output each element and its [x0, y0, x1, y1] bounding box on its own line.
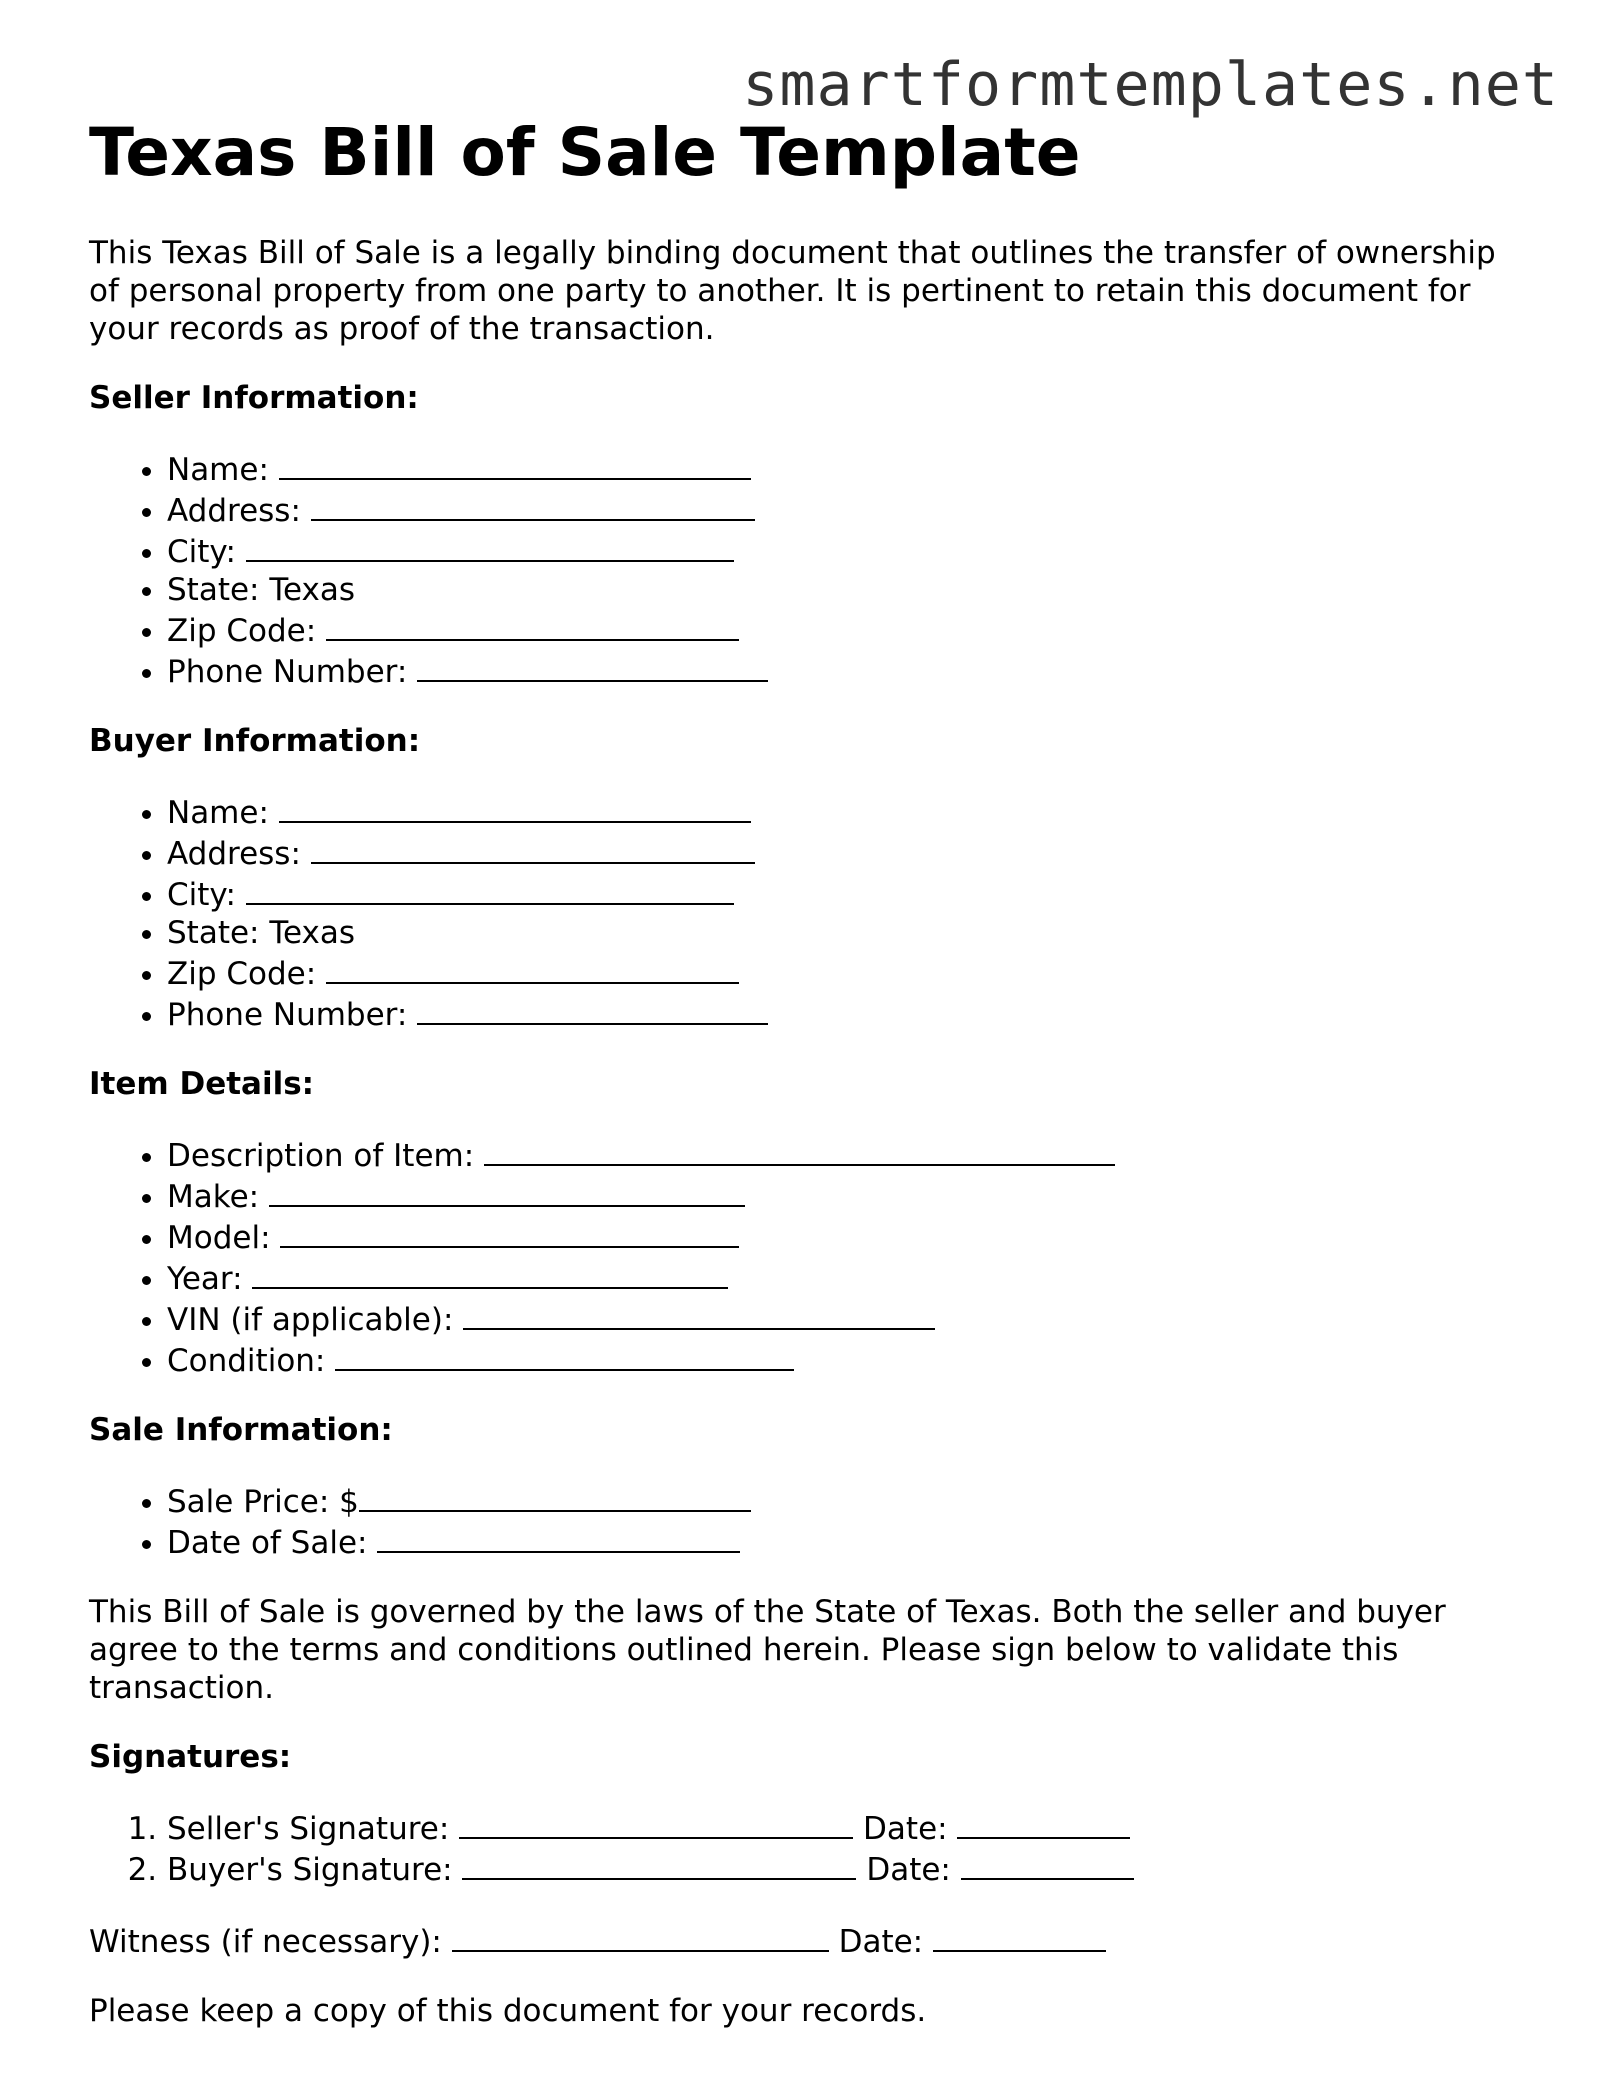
item-condition-item [167, 1339, 1529, 1380]
seller-zip-field[interactable] [326, 609, 739, 641]
buyer-fields [89, 791, 1529, 1034]
item-heading: Item Details: [89, 1066, 315, 1102]
sale-fields [89, 1480, 1529, 1562]
closing-note: Please keep a copy of this document for your records. [89, 1993, 927, 2029]
sale-date-label: Date of Sale: [167, 1525, 368, 1561]
seller-phone-label: Phone Number: [167, 654, 408, 690]
seller-name-label: Name: [167, 452, 269, 488]
item-year-label: Year: [167, 1261, 243, 1297]
seller-phone-field[interactable] [417, 650, 768, 682]
buyer-city-field[interactable] [246, 873, 734, 905]
watermark: smartformtemplates.net [742, 50, 1559, 120]
buyer-name-field[interactable] [279, 791, 751, 823]
item-year-item [167, 1257, 1529, 1298]
item-fields [89, 1134, 1529, 1380]
signatures-heading: Signatures: [89, 1739, 292, 1775]
document [89, 110, 1529, 2030]
buyer-signature-label: Buyer's Signature: [167, 1852, 453, 1888]
buyer-name-item [167, 791, 1529, 832]
buyer-name-label: Name: [167, 795, 269, 831]
witness-line [89, 1920, 1529, 1961]
buyer-state-label: State: Texas [167, 915, 356, 951]
sale-price-label: Sale Price: $ [167, 1484, 359, 1520]
seller-zip-label: Zip Code: [167, 613, 317, 649]
witness-label: Witness (if necessary): [89, 1924, 442, 1960]
buyer-address-field[interactable] [311, 832, 755, 864]
seller-signature-item [167, 1807, 1529, 1848]
witness-date-field[interactable] [933, 1920, 1106, 1952]
seller-city-item [167, 530, 1529, 571]
item-model-field[interactable] [280, 1216, 739, 1248]
buyer-address-label: Address: [167, 836, 301, 872]
sale-price-field[interactable] [359, 1480, 751, 1512]
seller-signature-date-label: Date: [863, 1811, 948, 1847]
seller-name-field[interactable] [279, 448, 751, 480]
buyer-zip-field[interactable] [326, 952, 739, 984]
buyer-zip-label: Zip Code: [167, 956, 317, 992]
buyer-city-item [167, 873, 1529, 914]
buyer-signature-field[interactable] [462, 1848, 856, 1880]
seller-zip-item [167, 609, 1529, 650]
seller-address-label: Address: [167, 493, 301, 529]
document-title: Texas Bill of Sale Template [89, 114, 1081, 191]
item-year-field[interactable] [252, 1257, 728, 1289]
buyer-signature-date-field[interactable] [961, 1848, 1134, 1880]
buyer-phone-item [167, 993, 1529, 1034]
item-model-item [167, 1216, 1529, 1257]
item-model-label: Model: [167, 1220, 271, 1256]
intro-paragraph: This Texas Bill of Sale is a legally binding document that outlines the transfer of ownership of personal property from one party to another. It is pertinent to retain this document for your records as proof of the transaction. [89, 235, 1496, 347]
buyer-signature-item [167, 1848, 1529, 1889]
item-make-field[interactable] [269, 1175, 745, 1207]
item-vin-item [167, 1298, 1529, 1339]
signature-list [89, 1807, 1529, 1889]
seller-state-label: State: Texas [167, 572, 356, 608]
item-vin-label: VIN (if applicable): [167, 1302, 454, 1338]
sale-date-item [167, 1521, 1529, 1562]
buyer-address-item [167, 832, 1529, 873]
sale-heading: Sale Information: [89, 1412, 393, 1448]
item-vin-field[interactable] [463, 1298, 935, 1330]
seller-name-item [167, 448, 1529, 489]
governing-law-paragraph: This Bill of Sale is governed by the laws of the State of Texas. Both the seller and buyer agree to the terms and conditions outlined herein. Please sign below to validate this transaction. [89, 1594, 1446, 1706]
item-description-label: Description of Item: [167, 1138, 475, 1174]
witness-signature-field[interactable] [452, 1920, 829, 1952]
item-condition-label: Condition: [167, 1343, 326, 1379]
item-make-item [167, 1175, 1529, 1216]
buyer-state-item [167, 914, 1529, 952]
seller-signature-date-field[interactable] [957, 1807, 1130, 1839]
seller-heading: Seller Information: [89, 380, 419, 416]
item-make-label: Make: [167, 1179, 260, 1215]
item-description-field[interactable] [484, 1134, 1115, 1166]
item-description-item [167, 1134, 1529, 1175]
seller-signature-label: Seller's Signature: [167, 1811, 450, 1847]
seller-state-item [167, 571, 1529, 609]
seller-phone-item [167, 650, 1529, 691]
buyer-heading: Buyer Information: [89, 723, 421, 759]
buyer-signature-date-label: Date: [866, 1852, 951, 1888]
buyer-zip-item [167, 952, 1529, 993]
sale-date-field[interactable] [377, 1521, 740, 1553]
witness-date-label: Date: [838, 1924, 924, 1960]
seller-address-item [167, 489, 1529, 530]
seller-city-label: City: [167, 534, 236, 570]
seller-address-field[interactable] [311, 489, 755, 521]
seller-signature-field[interactable] [459, 1807, 853, 1839]
seller-city-field[interactable] [246, 530, 734, 562]
buyer-phone-label: Phone Number: [167, 997, 408, 1033]
sale-price-item [167, 1480, 1529, 1521]
buyer-phone-field[interactable] [417, 993, 768, 1025]
item-condition-field[interactable] [335, 1339, 794, 1371]
buyer-city-label: City: [167, 877, 236, 913]
seller-fields [89, 448, 1529, 691]
